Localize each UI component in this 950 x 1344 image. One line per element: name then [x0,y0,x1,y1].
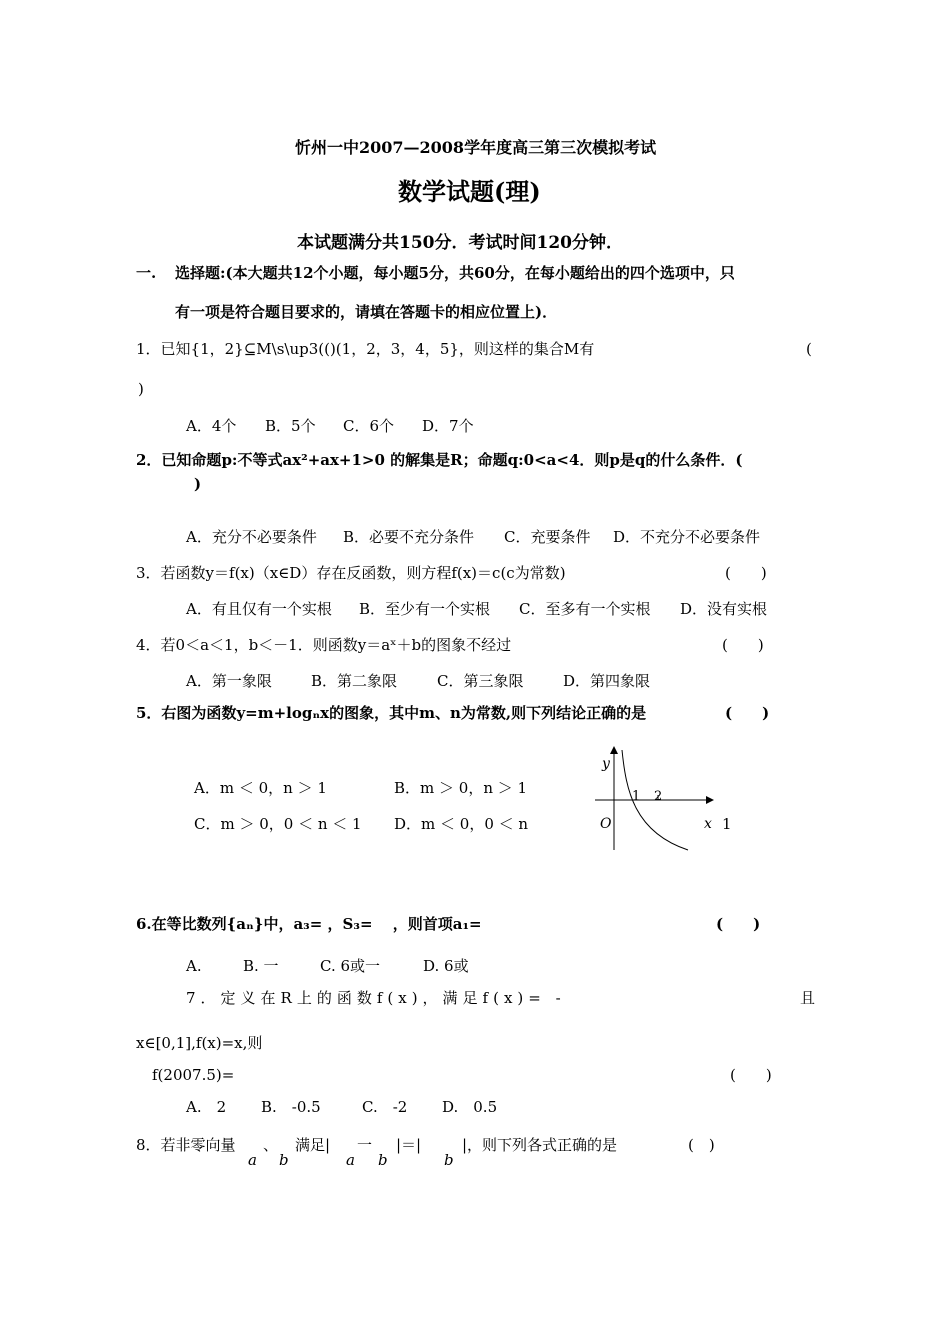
question-7-option-b: B. -0.5 [261,1098,321,1116]
question-2-stem: 2．已知命题p:不等式ax²+ax+1>0 的解集是R；命题q:0<a<4．则p是q的什么条件．( [136,451,743,469]
question-5-option-a: A．m ＜ 0，n ＞ 1 [194,779,327,797]
question-7-option-a: A. 2 [186,1098,227,1116]
vector-a-label: a [248,1151,257,1169]
question-1-option-d: D．7个 [422,417,474,435]
question-7-stem-end: 且 [800,989,816,1007]
question-3-option-d: D．没有实根 [680,600,768,618]
question-2-option-b: B．必要不充分条件 [343,528,475,546]
question-4-stem: 4．若0＜a＜1，b＜－1．则函数y＝aˣ＋b的图象不经过 [136,636,512,654]
question-5-stem: 5．右图为函数y=m+logₙx的图象，其中m、n为常数,则下列结论正确的是 [136,704,647,722]
question-7-query: f(2007.5)= [152,1066,235,1084]
question-7-condition: x∈[0,1],f(x)=x,则 [136,1034,263,1052]
question-1-stem: 1．已知{1，2}⊆M\s\up3(()(1，2，3，4，5}，则这样的集合M有 [136,340,595,358]
section-heading: 选择题:(本大题共12个小题，每小题5分，共60分，在每小题给出的四个选项中，只 [175,264,735,282]
tick-label-1: 1 [632,789,641,804]
question-3-stem: 3．若函数y＝f(x)（x∈D）存在反函数，则方程f(x)＝c(c为常数) [136,564,566,582]
log-function-graph [590,740,720,855]
question-8-stem: 8．若非零向量 [136,1136,236,1154]
question-2-option-a: A．充分不必要条件 [186,528,317,546]
question-8-separator: 、 [263,1136,279,1154]
question-6-stem: 6.在等比数列{aₙ}中，a₃= ，S₃= ，则首项a₁= [136,915,482,933]
question-1-option-c: C．6个 [343,417,395,435]
question-6-answer-paren: ( ) [716,915,761,933]
vector-b-label-2: b [378,1151,388,1169]
question-4-answer-paren: ( ) [722,636,764,654]
question-2-paren-close: ) [194,475,202,493]
question-3-option-c: C．至多有一个实根 [519,600,651,618]
exam-info-line: 本试题满分共150分．考试时间120分钟． [297,233,623,253]
question-8-stem-c: |，则下列各式正确的是 [462,1136,618,1154]
question-8-stem-b: 满足| [295,1136,331,1154]
vector-a-label-2: a [346,1151,355,1169]
question-1-paren-close: ) [138,380,144,398]
x-axis-label: x [704,816,712,832]
question-1-option-b: B．5个 [265,417,316,435]
question-4-option-d: D．第四象限 [563,672,651,690]
vector-b-label-3: b [444,1151,454,1169]
question-5-answer-paren: ( ) [725,704,770,722]
question-7-answer-paren: ( ) [730,1066,772,1084]
section-label: 一. [136,264,157,282]
question-6-option-d: D. 6或 [423,957,469,975]
question-6-option-a: A. [186,957,202,975]
question-5-option-c: C．m ＞ 0，0 ＜ n ＜ 1 [194,815,362,833]
question-8-answer-paren: ( ) [688,1136,715,1154]
question-3-answer-paren: ( ) [725,564,767,582]
question-3-option-b: B．至少有一个实根 [359,600,491,618]
question-2-option-d: D．不充分不必要条件 [613,528,761,546]
tick-label-2: 2 [654,789,663,804]
question-8-equals: |＝| [396,1136,422,1154]
question-4-option-a: A．第一象限 [186,672,272,690]
question-7-option-c: C. -2 [362,1098,408,1116]
question-1-option-a: A．4个 [186,417,237,435]
vector-b-label: b [279,1151,289,1169]
page-title: 数学试题(理) [398,177,541,206]
exam-header-line: 忻州一中2007—2008学年度高三第三次模拟考试 [295,138,657,157]
origin-label: O [600,816,612,832]
question-2-option-c: C．充要条件 [504,528,591,546]
question-8-minus: 一 [357,1136,373,1154]
y-axis-label: y [602,756,610,772]
question-1-paren-open: ( [806,340,812,358]
question-7-stem: 7．定义在R上的函数f(x)，满足f(x)= - [186,989,566,1007]
question-5-option-d: D．m ＜ 0，0 ＜ n [394,815,529,833]
question-7-option-d: D. 0.5 [442,1098,498,1116]
question-5-option-b: B．m ＞ 0，n ＞ 1 [394,779,528,797]
question-3-option-a: A．有且仅有一个实根 [186,600,332,618]
section-heading-cont: 有一项是符合题目要求的，请填在答题卡的相应位置上)． [175,303,558,321]
question-6-option-b: B. 一 [243,957,279,975]
question-6-option-c: C. 6或一 [320,957,381,975]
question-5-option-d-tail: 1 [722,815,732,833]
question-4-option-b: B．第二象限 [311,672,398,690]
question-4-option-c: C．第三象限 [437,672,524,690]
